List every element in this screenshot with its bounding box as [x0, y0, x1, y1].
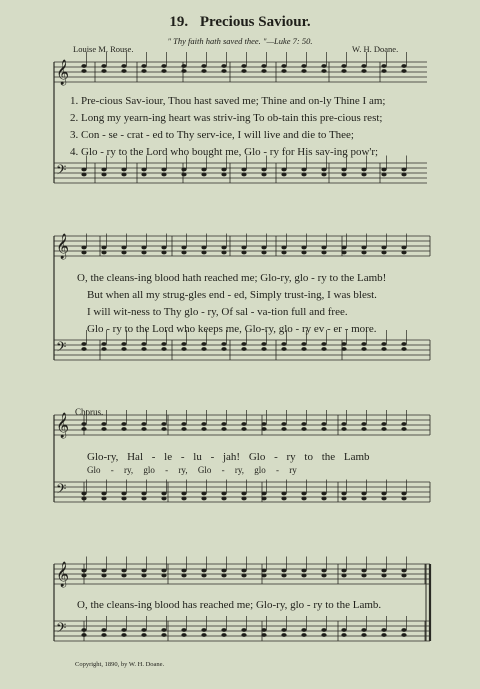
note-head — [121, 251, 126, 255]
note-head — [381, 574, 386, 578]
note-head — [281, 497, 286, 501]
note-head — [301, 574, 306, 578]
note-head — [281, 633, 286, 637]
note-head — [301, 492, 306, 496]
note-head — [161, 633, 166, 637]
note-head — [361, 69, 366, 73]
note-head — [221, 569, 226, 573]
note-head — [241, 574, 246, 578]
note-head — [341, 569, 346, 573]
note-head — [161, 492, 166, 496]
note-head — [361, 64, 366, 68]
note-head — [341, 427, 346, 431]
note-head — [221, 492, 226, 496]
note-head — [161, 427, 166, 431]
note-head — [241, 633, 246, 637]
note-head — [321, 168, 326, 172]
note-head — [301, 628, 306, 632]
note-head — [221, 173, 226, 177]
note-head — [261, 497, 266, 501]
note-head — [381, 422, 386, 426]
clef-glyph: 𝄢 — [56, 620, 67, 639]
note-head — [81, 173, 86, 177]
note-head — [201, 173, 206, 177]
note-head — [121, 569, 126, 573]
clef-glyph: 𝄞 — [56, 413, 70, 438]
note-head — [101, 251, 106, 255]
note-head — [281, 628, 286, 632]
note-head — [141, 347, 146, 351]
note-head — [201, 633, 206, 637]
note-head — [361, 173, 366, 177]
note-head — [361, 251, 366, 255]
note-head — [81, 251, 86, 255]
note-head — [101, 574, 106, 578]
note-head — [181, 246, 186, 250]
chorus-line-main: Glo-ry, Hal - le - lu - jah! Glo - ry to the Lamb — [87, 451, 370, 463]
note-head — [201, 251, 206, 255]
note-head — [301, 168, 306, 172]
note-head — [161, 251, 166, 255]
note-head — [381, 628, 386, 632]
copyright-notice: Copyright, 1890, by W. H. Doane. — [75, 661, 165, 668]
note-head — [221, 427, 226, 431]
note-head — [181, 342, 186, 346]
note-head — [241, 497, 246, 501]
note-head — [341, 342, 346, 346]
clef-glyph: 𝄞 — [56, 60, 70, 85]
note-head — [181, 628, 186, 632]
note-head — [201, 497, 206, 501]
note-head — [381, 251, 386, 255]
note-head — [101, 628, 106, 632]
note-head — [341, 497, 346, 501]
verse-2-line-1: 2. Long my yearn-ing heart was striv-ing To ob-tain this pre-cious rest; — [70, 112, 383, 124]
note-head — [361, 168, 366, 172]
note-head — [321, 574, 326, 578]
note-head — [201, 422, 206, 426]
note-head — [181, 422, 186, 426]
note-head — [261, 64, 266, 68]
note-head — [241, 427, 246, 431]
note-head — [81, 168, 86, 172]
note-head — [81, 633, 86, 637]
note-head — [241, 347, 246, 351]
note-head — [241, 342, 246, 346]
note-head — [101, 422, 106, 426]
note-head — [81, 246, 86, 250]
note-head — [381, 173, 386, 177]
note-head — [141, 64, 146, 68]
hymn-title: Precious Saviour. — [199, 14, 311, 30]
note-head — [221, 628, 226, 632]
note-head — [221, 168, 226, 172]
note-head — [161, 246, 166, 250]
note-head — [281, 492, 286, 496]
note-head — [161, 173, 166, 177]
note-head — [281, 173, 286, 177]
note-head — [381, 633, 386, 637]
clef-glyph: 𝄞 — [56, 234, 70, 259]
hymn-title-line — [0, 14, 480, 31]
note-head — [121, 173, 126, 177]
note-head — [161, 422, 166, 426]
note-head — [141, 69, 146, 73]
author-name: Louise M. Rouse. — [73, 44, 134, 54]
note-head — [161, 342, 166, 346]
note-head — [161, 168, 166, 172]
note-head — [381, 69, 386, 73]
note-head — [81, 69, 86, 73]
note-head — [321, 251, 326, 255]
note-head — [261, 173, 266, 177]
note-head — [201, 569, 206, 573]
note-head — [401, 173, 406, 177]
note-head — [121, 246, 126, 250]
note-head — [81, 427, 86, 431]
note-head — [141, 628, 146, 632]
note-head — [321, 628, 326, 632]
note-head — [401, 251, 406, 255]
note-head — [401, 168, 406, 172]
note-head — [121, 628, 126, 632]
note-head — [121, 422, 126, 426]
note-head — [361, 422, 366, 426]
note-head — [101, 64, 106, 68]
note-head — [261, 427, 266, 431]
note-head — [181, 69, 186, 73]
note-head — [361, 342, 366, 346]
note-head — [241, 69, 246, 73]
note-head — [221, 422, 226, 426]
note-head — [141, 633, 146, 637]
note-head — [341, 251, 346, 255]
note-head — [101, 168, 106, 172]
note-head — [381, 246, 386, 250]
note-head — [241, 168, 246, 172]
note-head — [201, 168, 206, 172]
note-head — [261, 492, 266, 496]
clef-glyph: 𝄢 — [56, 162, 67, 181]
note-head — [341, 347, 346, 351]
note-head — [301, 64, 306, 68]
verse-1-line-2: O, the cleans-ing blood hath reached me; Glo-ry, glo - ry to the Lamb! — [77, 272, 387, 284]
note-head — [241, 422, 246, 426]
note-head — [381, 64, 386, 68]
note-head — [181, 427, 186, 431]
note-head — [141, 569, 146, 573]
note-head — [221, 69, 226, 73]
note-head — [281, 427, 286, 431]
note-head — [381, 427, 386, 431]
note-head — [341, 574, 346, 578]
note-head — [301, 342, 306, 346]
clef-glyph: 𝄞 — [56, 562, 70, 587]
note-head — [241, 569, 246, 573]
note-head — [281, 422, 286, 426]
note-head — [81, 569, 86, 573]
note-head — [261, 347, 266, 351]
note-head — [261, 574, 266, 578]
note-head — [261, 633, 266, 637]
verse-3-line-2: I will wit-ness to Thy glo - ry, Of sal - va-tion full and free. — [87, 306, 348, 318]
note-head — [401, 246, 406, 250]
note-head — [261, 168, 266, 172]
chorus-line-echo: Glo - ry, glo - ry, Glo - ry, glo - ry — [87, 465, 297, 475]
note-head — [181, 497, 186, 501]
note-head — [221, 64, 226, 68]
note-head — [321, 69, 326, 73]
note-head — [221, 342, 226, 346]
note-head — [301, 427, 306, 431]
note-head — [321, 173, 326, 177]
verse-3-line-1: 3. Con - se - crat - ed to Thy serv-ice, I will live and die to Thee; — [70, 129, 354, 141]
note-head — [341, 64, 346, 68]
note-head — [301, 347, 306, 351]
note-head — [101, 173, 106, 177]
note-head — [261, 628, 266, 632]
note-head — [301, 246, 306, 250]
note-head — [141, 251, 146, 255]
note-head — [161, 64, 166, 68]
note-head — [381, 497, 386, 501]
note-head — [81, 497, 86, 501]
note-head — [181, 173, 186, 177]
note-head — [181, 347, 186, 351]
note-head — [201, 574, 206, 578]
note-head — [241, 628, 246, 632]
note-head — [401, 342, 406, 346]
note-head — [101, 246, 106, 250]
note-head — [201, 64, 206, 68]
note-head — [301, 633, 306, 637]
note-head — [281, 342, 286, 346]
note-head — [121, 633, 126, 637]
note-head — [401, 347, 406, 351]
note-head — [341, 492, 346, 496]
note-head — [141, 168, 146, 172]
note-head — [321, 342, 326, 346]
note-head — [341, 246, 346, 250]
note-head — [381, 168, 386, 172]
note-head — [141, 574, 146, 578]
note-head — [341, 422, 346, 426]
note-head — [381, 492, 386, 496]
note-head — [381, 342, 386, 346]
note-head — [221, 347, 226, 351]
note-head — [121, 497, 126, 501]
note-head — [121, 574, 126, 578]
note-head — [361, 497, 366, 501]
note-head — [281, 574, 286, 578]
verse-4-line-1: 4. Glo - ry to the Lord who bought me, Glo - ry for His sav-ing pow'r; — [70, 146, 379, 158]
note-head — [381, 569, 386, 573]
clef-glyph: 𝄢 — [56, 339, 67, 358]
note-head — [141, 173, 146, 177]
verse-2-line-2: But when all my strug-gles end - ed, Simply trust-ing, I was blest. — [87, 289, 377, 301]
verse-4-line-2: Glo - ry to the Lord who keeps me, Glo-ry, glo - ry ev - er - more. — [87, 323, 377, 335]
note-head — [81, 574, 86, 578]
final-lyric-line: O, the cleans-ing blood has reached me; Glo-ry, glo - ry to the Lamb. — [77, 599, 382, 611]
note-head — [341, 633, 346, 637]
note-head — [121, 168, 126, 172]
chorus-label: Chorus. — [75, 407, 104, 417]
note-head — [401, 628, 406, 632]
note-head — [401, 422, 406, 426]
note-head — [121, 69, 126, 73]
note-head — [301, 569, 306, 573]
note-head — [141, 427, 146, 431]
note-head — [281, 64, 286, 68]
note-head — [361, 492, 366, 496]
note-head — [341, 69, 346, 73]
note-head — [281, 69, 286, 73]
note-head — [241, 492, 246, 496]
note-head — [141, 492, 146, 496]
note-head — [161, 628, 166, 632]
clef-glyph: 𝄢 — [56, 481, 67, 500]
note-head — [301, 173, 306, 177]
note-head — [361, 347, 366, 351]
note-head — [241, 173, 246, 177]
note-head — [361, 246, 366, 250]
note-head — [201, 69, 206, 73]
hymn-number: 19. — [169, 14, 189, 30]
composer-name: W. H. Doane. — [352, 44, 399, 54]
note-head — [101, 69, 106, 73]
note-head — [281, 251, 286, 255]
note-head — [141, 246, 146, 250]
note-head — [101, 492, 106, 496]
note-head — [401, 492, 406, 496]
note-head — [201, 427, 206, 431]
note-head — [401, 569, 406, 573]
note-head — [321, 422, 326, 426]
note-head — [281, 569, 286, 573]
note-head — [321, 64, 326, 68]
note-head — [261, 422, 266, 426]
note-head — [221, 251, 226, 255]
note-head — [161, 569, 166, 573]
note-head — [201, 342, 206, 346]
note-head — [401, 497, 406, 501]
note-head — [101, 427, 106, 431]
note-head — [241, 251, 246, 255]
note-head — [101, 497, 106, 501]
note-head — [341, 628, 346, 632]
note-head — [121, 347, 126, 351]
note-head — [361, 628, 366, 632]
note-head — [121, 492, 126, 496]
note-head — [381, 347, 386, 351]
note-head — [201, 347, 206, 351]
note-head — [361, 427, 366, 431]
note-head — [221, 246, 226, 250]
note-head — [221, 633, 226, 637]
note-head — [141, 422, 146, 426]
note-head — [241, 246, 246, 250]
note-head — [401, 69, 406, 73]
note-head — [261, 246, 266, 250]
note-head — [301, 497, 306, 501]
note-head — [321, 246, 326, 250]
note-head — [261, 251, 266, 255]
note-head — [181, 64, 186, 68]
note-head — [401, 574, 406, 578]
note-head — [181, 569, 186, 573]
scripture-reference: " Thy faith hath saved thee. "—Luke 7: 50. — [167, 36, 313, 46]
note-head — [121, 427, 126, 431]
note-head — [101, 342, 106, 346]
note-head — [161, 69, 166, 73]
note-head — [281, 347, 286, 351]
note-head — [161, 497, 166, 501]
note-head — [201, 628, 206, 632]
note-head — [81, 628, 86, 632]
note-head — [161, 347, 166, 351]
note-head — [401, 633, 406, 637]
note-head — [321, 497, 326, 501]
note-head — [361, 633, 366, 637]
note-head — [401, 64, 406, 68]
note-head — [181, 574, 186, 578]
note-head — [141, 342, 146, 346]
note-head — [321, 427, 326, 431]
note-head — [181, 633, 186, 637]
note-head — [321, 633, 326, 637]
note-head — [81, 347, 86, 351]
note-head — [81, 64, 86, 68]
note-head — [241, 64, 246, 68]
note-head — [101, 569, 106, 573]
note-head — [281, 168, 286, 172]
note-head — [181, 492, 186, 496]
note-head — [361, 574, 366, 578]
note-head — [301, 251, 306, 255]
note-head — [401, 427, 406, 431]
note-head — [281, 246, 286, 250]
note-head — [221, 574, 226, 578]
note-head — [81, 422, 86, 426]
note-head — [261, 569, 266, 573]
note-head — [81, 492, 86, 496]
note-head — [141, 497, 146, 501]
note-head — [261, 69, 266, 73]
note-head — [361, 569, 366, 573]
note-head — [321, 492, 326, 496]
note-head — [101, 347, 106, 351]
note-head — [321, 347, 326, 351]
note-head — [221, 497, 226, 501]
note-head — [181, 251, 186, 255]
note-head — [301, 69, 306, 73]
note-head — [81, 342, 86, 346]
note-head — [341, 168, 346, 172]
note-head — [341, 173, 346, 177]
verse-1-line-1: 1. Pre-cious Sav-iour, Thou hast saved me; Thine and on-ly Thine I am; — [70, 95, 386, 107]
note-head — [161, 574, 166, 578]
note-head — [121, 342, 126, 346]
note-head — [261, 342, 266, 346]
note-head — [121, 64, 126, 68]
note-head — [101, 633, 106, 637]
note-head — [181, 168, 186, 172]
note-head — [301, 422, 306, 426]
note-head — [201, 492, 206, 496]
note-head — [201, 246, 206, 250]
note-head — [321, 569, 326, 573]
